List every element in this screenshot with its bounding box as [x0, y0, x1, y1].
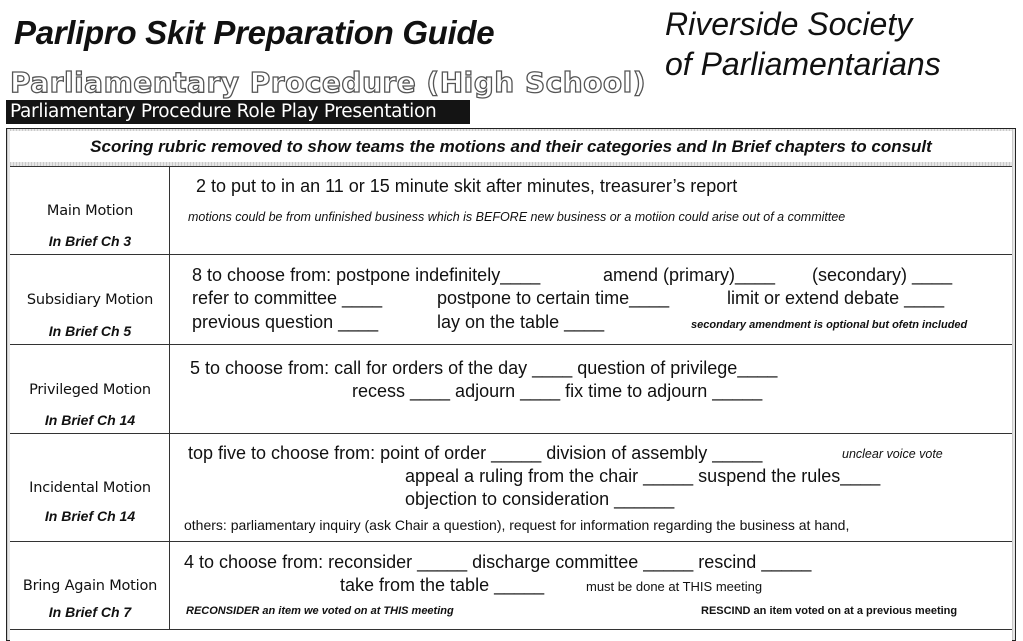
reconsider-note: RECONSIDER an item we voted on at THIS meeting — [186, 605, 454, 617]
privileged-line-1: 5 to choose from: call for orders of the day ____ question of privilege____ — [190, 358, 778, 378]
category-chapter: In Brief Ch 14 — [44, 508, 136, 524]
category-name: Bring Again Motion — [22, 578, 158, 594]
table-bottom-row — [10, 629, 1012, 641]
incidental-line-2: appeal a ruling from the chair _____ suspend the rules____ — [405, 466, 881, 486]
category-name: Privileged Motion — [29, 382, 151, 398]
category-name: Subsidiary Motion — [26, 292, 154, 308]
page-subtitle: Parliamentary Procedure (High School) — [10, 66, 647, 99]
organization-name — [665, 4, 941, 84]
category-chapter: In Brief Ch 14 — [44, 412, 136, 428]
bring-again-line-1: 4 to choose from: reconsider _____ discharge committee _____ rescind _____ — [184, 552, 812, 572]
category-name: Main Motion — [46, 203, 134, 219]
row-incidental-motion — [10, 433, 1012, 541]
bring-again-this-meeting-note: must be done at THIS meeting — [586, 579, 763, 594]
incidental-line-1: top five to choose from: point of order _____ division of assembly _____ — [188, 443, 763, 463]
category-cell — [10, 345, 170, 433]
category-chapter: In Brief Ch 7 — [48, 604, 132, 620]
privileged-line-2: recess ____ adjourn ____ fix time to adjourn _____ — [352, 381, 763, 401]
presentation-banner: Parliamentary Procedure Role Play Presentation — [6, 100, 470, 124]
incidental-line-3: objection to consideration ______ — [405, 489, 675, 509]
category-cell — [10, 542, 170, 629]
subsidiary-postpone-indefinitely: 8 to choose from: postpone indefinitely____ — [192, 265, 541, 285]
subsidiary-postpone-certain-time: postpone to certain time____ — [437, 288, 670, 308]
rescind-note: RESCIND an item voted on at a previous meeting — [701, 605, 958, 617]
subsidiary-note: secondary amendment is optional but ofetn included — [691, 319, 968, 331]
subsidiary-previous-question: previous question ____ — [192, 312, 379, 332]
category-cell — [10, 255, 170, 344]
category-cell — [10, 434, 170, 541]
category-cell — [10, 167, 170, 254]
org-line-1: Riverside Society — [665, 6, 913, 42]
incidental-voice-vote-note: unclear voice vote — [842, 447, 943, 461]
row-subsidiary-motion — [10, 254, 1012, 344]
main-motion-count: 2 to put to in an 11 or 15 minute skit after minutes, treasurer’s report — [196, 176, 738, 196]
category-chapter: In Brief Ch 5 — [48, 323, 132, 339]
subsidiary-limit-debate: limit or extend debate ____ — [727, 288, 945, 308]
subsidiary-lay-on-table: lay on the table ____ — [437, 312, 605, 332]
subsidiary-amend-secondary: (secondary) ____ — [812, 265, 953, 285]
subsidiary-refer-committee: refer to committee ____ — [192, 288, 383, 308]
incidental-others: others: parliamentary inquiry (ask Chair a question), request for information regarding the business at hand, — [184, 517, 850, 533]
rubric-note: Scoring rubric removed to show teams the motions and their categories and In Brief chapters to consult — [10, 131, 1012, 162]
category-chapter: In Brief Ch 3 — [48, 233, 132, 249]
org-line-2: of Parliamentarians — [665, 46, 941, 82]
row-main-motion — [10, 166, 1012, 254]
subsidiary-amend-primary: amend (primary)____ — [603, 265, 776, 285]
page-title: Parlipro Skit Preparation Guide — [14, 14, 495, 51]
main-motion-note: motions could be from unfinished business which is BEFORE new business or a motiion could arise out of a committee — [188, 210, 846, 224]
bring-again-line-2: take from the table _____ — [340, 575, 545, 595]
row-privileged-motion — [10, 344, 1012, 433]
category-name: Incidental Motion — [29, 480, 151, 496]
row-bring-again-motion — [10, 541, 1012, 629]
